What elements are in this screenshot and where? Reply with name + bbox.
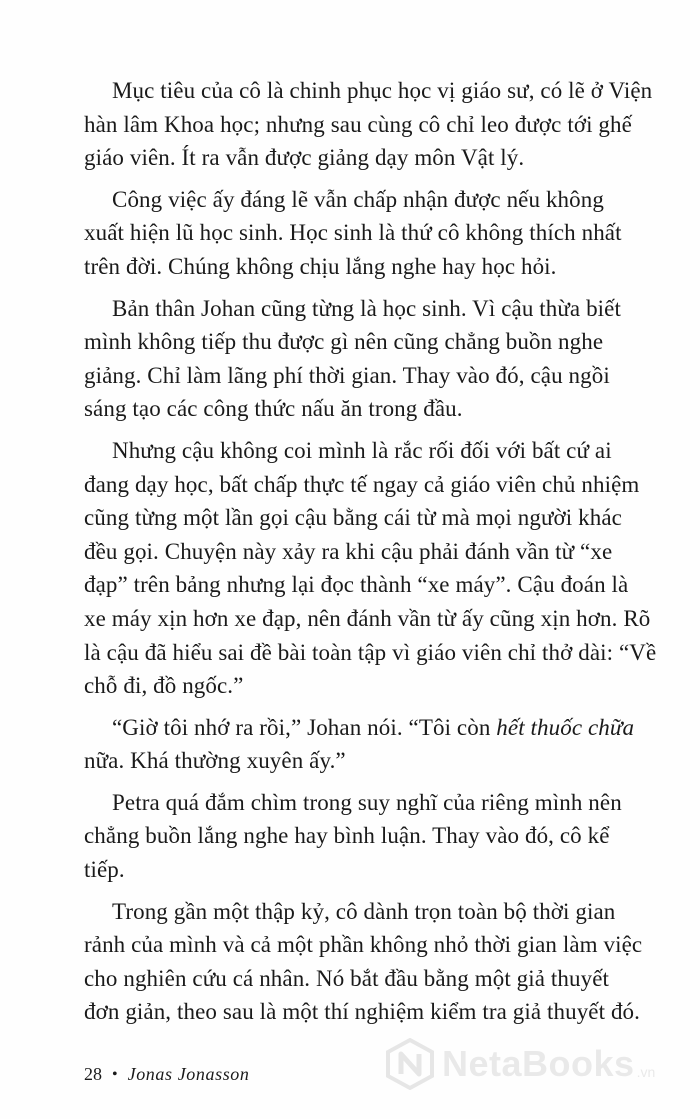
text-line: cho nghiên cứu cá nhân. Nó bắt đầu bằng một giả thuyết (84, 965, 609, 991)
text-line: hàn lâm Khoa học; nhưng sau cùng cô chỉ leo được tới ghế (84, 111, 632, 137)
footer-separator: • (112, 1065, 118, 1083)
page-footer (84, 1064, 250, 1085)
paragraph (84, 895, 680, 1029)
text-line: Bản thân Johan cũng từng là học sinh. Vì cậu thừa biết (112, 295, 621, 321)
watermark-suffix: .vn (636, 1064, 656, 1080)
text-line: đạp” trên bảng nhưng lại đọc thành “xe máy”. Cậu đoán là (84, 572, 629, 598)
text-line: mình không tiếp thu được gì nên cũng chẳng buồn nghe (84, 329, 604, 355)
text-line: chỗ đi, đồ ngốc.” (84, 673, 244, 699)
netabooks-n-logo-icon (384, 1038, 436, 1090)
text-line: đều gọi. Chuyện này xảy ra khi cậu phải đánh vần từ “xe (84, 538, 613, 564)
paragraph (84, 183, 680, 284)
text-line (84, 711, 680, 745)
paragraph (84, 434, 680, 703)
paragraph (84, 786, 680, 887)
text-line: đơn giản, theo sau là một thí nghiệm kiểm tra giả thuyết đó. (84, 999, 641, 1025)
watermark (384, 1038, 655, 1090)
text-line: xe máy xịn hơn xe đạp, nên đánh vần từ ấy cũng xịn hơn. Rõ (84, 605, 651, 631)
text-line: đang dạy học, bất chấp thực tế ngay cả giáo viên chủ nhiệm (84, 471, 640, 497)
author-name: Jonas Jonasson (127, 1064, 250, 1084)
text-line: tiếp. (84, 857, 125, 883)
text-line: giảng. Chỉ làm lãng phí thời gian. Thay vào đó, cậu ngồi (84, 362, 610, 388)
watermark-text: NetaBooks (442, 1043, 635, 1084)
text-line: sáng tạo các công thức nấu ăn trong đầu. (84, 396, 463, 422)
paragraph (84, 74, 680, 175)
text-line: Công việc ấy đáng lẽ vẫn chấp nhận được nếu không (112, 186, 604, 212)
dialogue-text: “Giờ tôi nhớ ra rồi,” Johan nói. “Tôi còn (112, 714, 497, 740)
paragraph (84, 292, 680, 426)
text-line: Petra quá đắm chìm trong suy nghĩ của riêng mình nên (112, 789, 622, 815)
text-line: là cậu đã hiểu sai đề bài toàn tập vì giáo viên chỉ thở dài: “Về (84, 639, 657, 665)
page-number: 28 (84, 1064, 102, 1084)
text-line: giáo viên. Ít ra vẫn được giảng dạy môn Vật lý. (84, 145, 525, 171)
italic-emphasis: hết thuốc chữa (496, 714, 635, 740)
text-line: chẳng buồn lắng nghe hay bình luận. Thay vào đó, cô kể (84, 823, 610, 849)
body-text (84, 74, 680, 1029)
text-line: rảnh của mình và cả một phần không nhỏ thời gian làm việc (84, 932, 643, 958)
text-line: Trong gần một thập kỷ, cô dành trọn toàn bộ thời gian (112, 898, 616, 924)
paragraph (84, 711, 680, 778)
text-line: trên đời. Chúng không chịu lắng nghe hay học hỏi. (84, 253, 557, 279)
text-line: nữa. Khá thường xuyên ấy.” (84, 748, 346, 774)
text-line: cũng từng một lần gọi cậu bằng cái từ mà mọi người khác (84, 505, 622, 531)
text-line: xuất hiện lũ học sinh. Học sinh là thứ cô không thích nhất (84, 220, 622, 246)
text-line: Mục tiêu của cô là chinh phục học vị giáo sư, có lẽ ở Viện (112, 78, 653, 103)
text-line: Nhưng cậu không coi mình là rắc rối đối với bất cứ ai (112, 437, 612, 463)
